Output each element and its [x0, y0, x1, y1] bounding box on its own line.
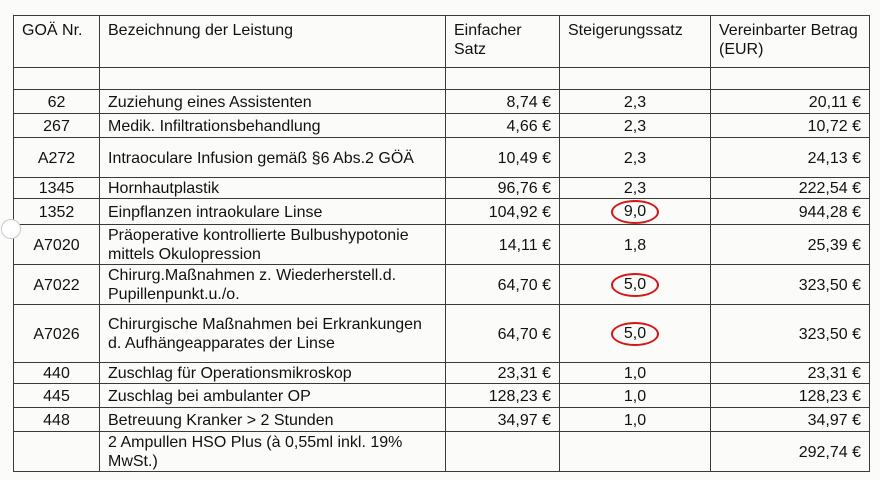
circled-factor-annotation: 5,0 — [611, 322, 659, 346]
amount-cell: 24,13 € — [711, 138, 870, 178]
description-cell: Chirurgische Maßnahmen bei Erkrankungen d. Aufhängeapparates der Linse — [100, 305, 446, 363]
factor-cell: 1,0 — [560, 363, 711, 384]
col-header-nr: GOÄ Nr. — [14, 16, 100, 68]
base-rate-cell: 10,49 € — [446, 138, 560, 178]
header-row — [14, 16, 870, 68]
base-rate-cell: 96,76 € — [446, 178, 560, 199]
table-row — [14, 90, 870, 114]
amount-cell: 323,50 € — [711, 265, 870, 305]
factor-cell: 2,3 — [560, 114, 711, 138]
goa-number-cell: A7020 — [14, 225, 100, 265]
table-row — [14, 178, 870, 199]
table-row — [14, 432, 870, 472]
description-cell: 2 Ampullen HSO Plus (à 0,55ml inkl. 19% MwSt.) — [100, 432, 446, 472]
table-row — [14, 199, 870, 225]
factor-cell — [560, 199, 711, 225]
table-row — [14, 138, 870, 178]
spacer-cell — [560, 68, 711, 90]
goa-number-cell: 445 — [14, 384, 100, 408]
circled-factor-annotation: 5,0 — [611, 273, 659, 297]
base-rate-cell: 8,74 € — [446, 90, 560, 114]
description-cell: Betreuung Kranker > 2 Stunden — [100, 408, 446, 432]
col-header-factor: Steigerungssatz — [560, 16, 711, 68]
amount-cell: 34,97 € — [711, 408, 870, 432]
goa-number-cell: 62 — [14, 90, 100, 114]
amount-cell: 23,31 € — [711, 363, 870, 384]
amount-cell: 25,39 € — [711, 225, 870, 265]
circled-factor-annotation: 9,0 — [611, 200, 659, 224]
amount-cell: 222,54 € — [711, 178, 870, 199]
spacer-row — [14, 68, 870, 90]
goa-number-cell: A7026 — [14, 305, 100, 363]
description-cell: Einpflanzen intraokulare Linse — [100, 199, 446, 225]
fee-table-page — [13, 15, 870, 472]
table-row — [14, 114, 870, 138]
factor-cell: 1,0 — [560, 384, 711, 408]
description-cell: Präoperative kontrollierte Bulbushypotonie mittels Okulopression — [100, 225, 446, 265]
factor-cell: 1,0 — [560, 408, 711, 432]
table-row — [14, 265, 870, 305]
spacer-cell — [711, 68, 870, 90]
base-rate-cell: 34,97 € — [446, 408, 560, 432]
amount-cell: 292,74 € — [711, 432, 870, 472]
base-rate-cell: 23,31 € — [446, 363, 560, 384]
amount-cell: 20,11 € — [711, 90, 870, 114]
factor-cell — [560, 432, 711, 472]
description-cell: Zuschlag für Operationsmikroskop — [100, 363, 446, 384]
factor-cell — [560, 305, 711, 363]
factor-cell: 2,3 — [560, 90, 711, 114]
table-row — [14, 305, 870, 363]
base-rate-cell — [446, 432, 560, 472]
factor-cell: 1,8 — [560, 225, 711, 265]
factor-cell: 2,3 — [560, 178, 711, 199]
table-row — [14, 408, 870, 432]
col-header-amount: Vereinbarter Betrag (EUR) — [711, 16, 870, 68]
description-cell: Zuziehung eines Assistenten — [100, 90, 446, 114]
description-cell: Zuschlag bei ambulanter OP — [100, 384, 446, 408]
base-rate-cell: 4,66 € — [446, 114, 560, 138]
spacer-cell — [14, 68, 100, 90]
fee-table — [13, 15, 870, 472]
goa-number-cell: A272 — [14, 138, 100, 178]
amount-cell: 128,23 € — [711, 384, 870, 408]
table-row — [14, 363, 870, 384]
goa-number-cell: A7022 — [14, 265, 100, 305]
goa-number-cell: 448 — [14, 408, 100, 432]
goa-number-cell: 1345 — [14, 178, 100, 199]
base-rate-cell: 64,70 € — [446, 265, 560, 305]
factor-cell — [560, 265, 711, 305]
table-row — [14, 225, 870, 265]
description-cell: Intraoculare Infusion gemäß §6 Abs.2 GÖÄ — [100, 138, 446, 178]
goa-number-cell: 1352 — [14, 199, 100, 225]
base-rate-cell: 14,11 € — [446, 225, 560, 265]
description-cell: Chirurg.Maßnahmen z. Wiederherstell.d. Pupillenpunkt.u./o. — [100, 265, 446, 305]
base-rate-cell: 104,92 € — [446, 199, 560, 225]
binder-hole — [1, 219, 21, 239]
base-rate-cell: 64,70 € — [446, 305, 560, 363]
description-cell: Medik. Infiltrationsbehandlung — [100, 114, 446, 138]
amount-cell: 944,28 € — [711, 199, 870, 225]
amount-cell: 10,72 € — [711, 114, 870, 138]
goa-number-cell: 440 — [14, 363, 100, 384]
spacer-cell — [446, 68, 560, 90]
col-header-base-rate: Einfacher Satz — [446, 16, 560, 68]
table-row — [14, 384, 870, 408]
goa-number-cell — [14, 432, 100, 472]
goa-number-cell: 267 — [14, 114, 100, 138]
amount-cell: 323,50 € — [711, 305, 870, 363]
base-rate-cell: 128,23 € — [446, 384, 560, 408]
description-cell: Hornhautplastik — [100, 178, 446, 199]
factor-cell: 2,3 — [560, 138, 711, 178]
spacer-cell — [100, 68, 446, 90]
col-header-description: Bezeichnung der Leistung — [100, 16, 446, 68]
